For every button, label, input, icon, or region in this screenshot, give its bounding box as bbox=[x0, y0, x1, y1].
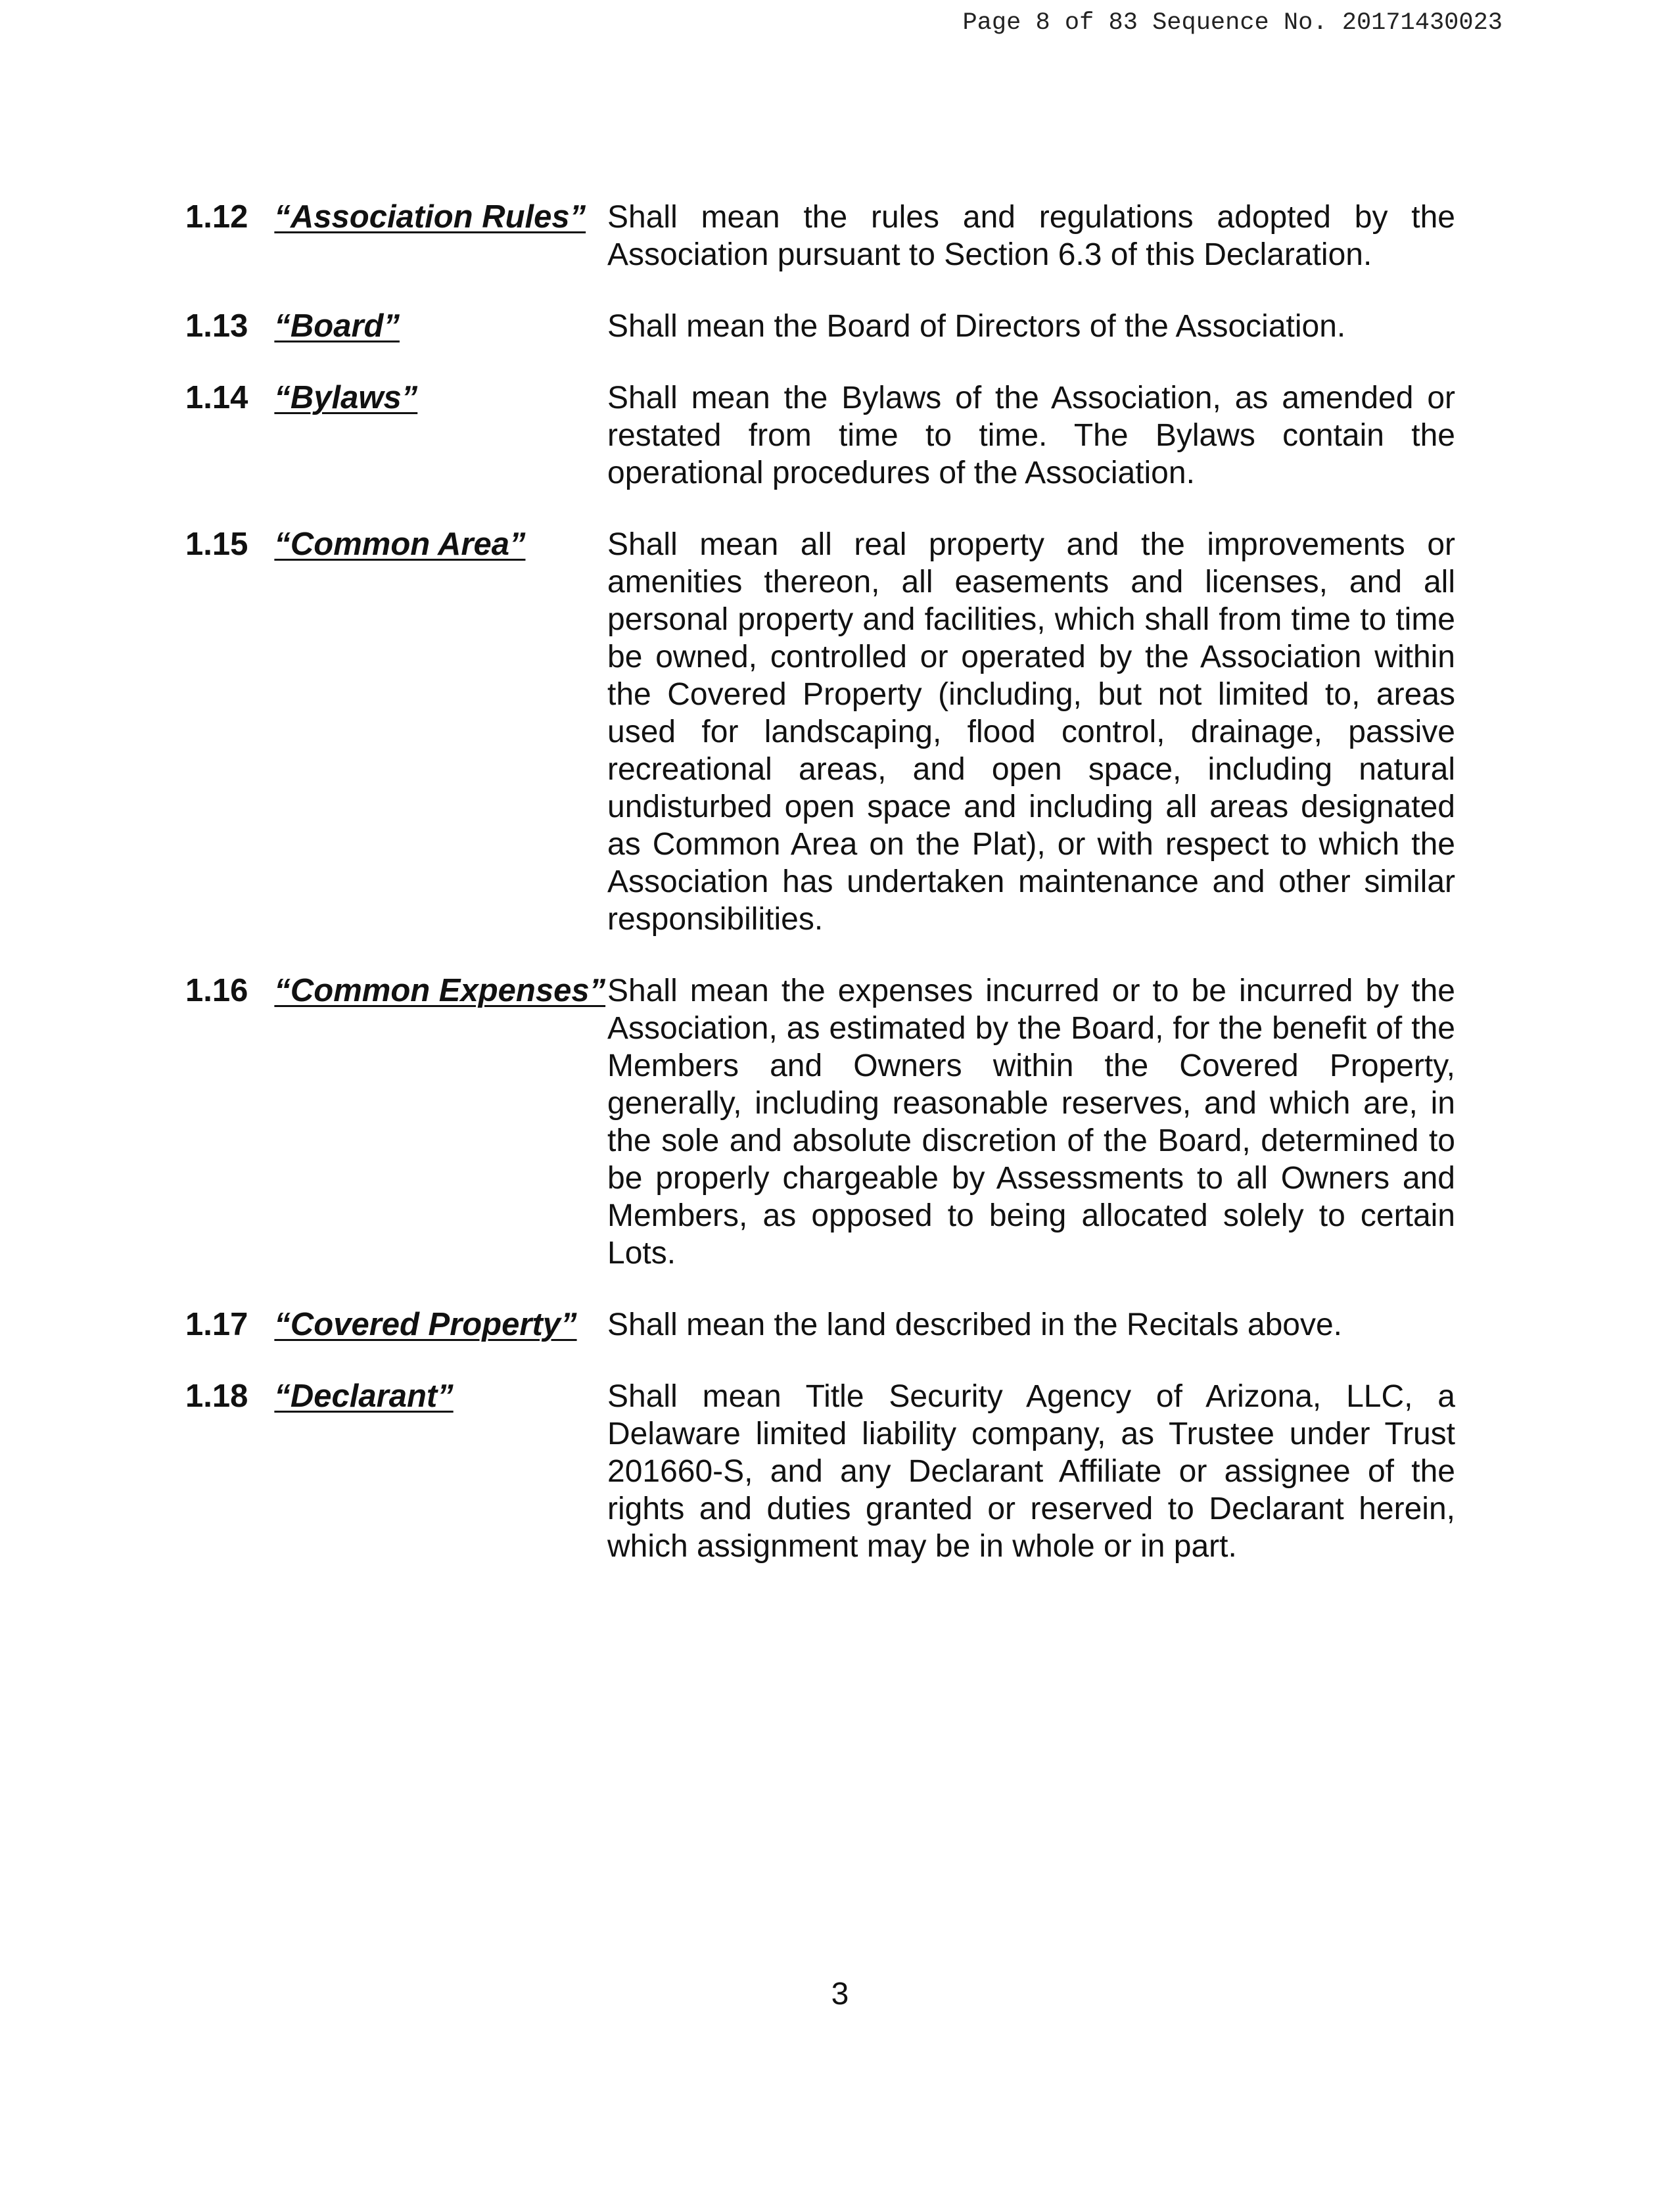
definition-item bbox=[185, 199, 1455, 273]
definition-number: 1.15 bbox=[185, 527, 248, 562]
definition-item bbox=[185, 1306, 1455, 1344]
definition-text: Shall mean the land described in the Recitals above. bbox=[607, 1307, 1343, 1342]
definition-word: “Common Expenses” bbox=[274, 973, 606, 1008]
definition-word: “Covered Property” bbox=[274, 1307, 577, 1342]
definition-text: Shall mean Title Security Agency of Arizona, LLC, a Delaware limited liability company, as Trustee under Trust 201660-S, and any Declarant Affiliate or assignee of the rights and duties granted or reserved to Declarant herein, which assignment may be in whole or in part. bbox=[607, 1379, 1455, 1564]
definition-word: “Board” bbox=[274, 308, 400, 344]
definitions-list bbox=[185, 199, 1455, 1599]
page-number: 3 bbox=[831, 1977, 849, 2011]
definition-term bbox=[185, 1306, 606, 1344]
definition-word: “Bylaws” bbox=[274, 380, 418, 415]
definition-number: 1.18 bbox=[185, 1378, 248, 1414]
definition-text: Shall mean the Board of Directors of the Association. bbox=[607, 309, 1346, 344]
definition-item bbox=[185, 379, 1455, 492]
definition-word: “Association Rules” bbox=[274, 199, 586, 235]
definition-term bbox=[185, 199, 606, 236]
definition-item bbox=[185, 308, 1455, 345]
definition-text: Shall mean the Bylaws of the Association, as amended or restated from time to time. The Bylaws contain the operational procedures of the Association. bbox=[607, 381, 1455, 490]
definition-number: 1.12 bbox=[185, 199, 248, 235]
definition-text: Shall mean the expenses incurred or to be incurred by the Association, as estimated by the Board, for the benefit of the Members and Owners within the Covered Property, generally, including reasonable reserves, and which are, in the sole and absolute discretion of the Board, determined to be properly chargeable by Assessments to all Owners and Members, as opposed to being allocated solely to certain Lots. bbox=[607, 974, 1455, 1271]
definition-term bbox=[185, 308, 606, 345]
definition-item bbox=[185, 972, 1455, 1272]
definition-term bbox=[185, 526, 606, 563]
definition-number: 1.14 bbox=[185, 380, 248, 415]
definition-number: 1.16 bbox=[185, 973, 248, 1008]
definition-item bbox=[185, 1378, 1455, 1565]
definition-term bbox=[185, 1378, 606, 1415]
definition-text: Shall mean all real property and the improvements or amenities thereon, all easements and licenses, and all personal property and facilities, which shall from time to time be owned, controlled or operated by the Association within the Covered Property (including, but not limited to, areas used for landscaping, flood control, drainage, passive recreational areas, and open space, including natural undisturbed open space and including all areas designated as Common Area on the Plat), or with respect to which the Association has undertaken maintenance and other similar responsibilities. bbox=[607, 527, 1455, 937]
definition-term bbox=[185, 379, 606, 417]
definition-number: 1.13 bbox=[185, 308, 248, 344]
definition-term bbox=[185, 972, 606, 1010]
definition-word: “Common Area” bbox=[274, 527, 526, 562]
definition-text: Shall mean the rules and regulations adopted by the Association pursuant to Section 6.3 of this Declaration. bbox=[607, 200, 1455, 272]
definition-word: “Declarant” bbox=[274, 1378, 454, 1414]
definition-item bbox=[185, 526, 1455, 938]
definition-number: 1.17 bbox=[185, 1307, 248, 1342]
page-header: Page 8 of 83 Sequence No. 20171430023 bbox=[962, 9, 1503, 37]
